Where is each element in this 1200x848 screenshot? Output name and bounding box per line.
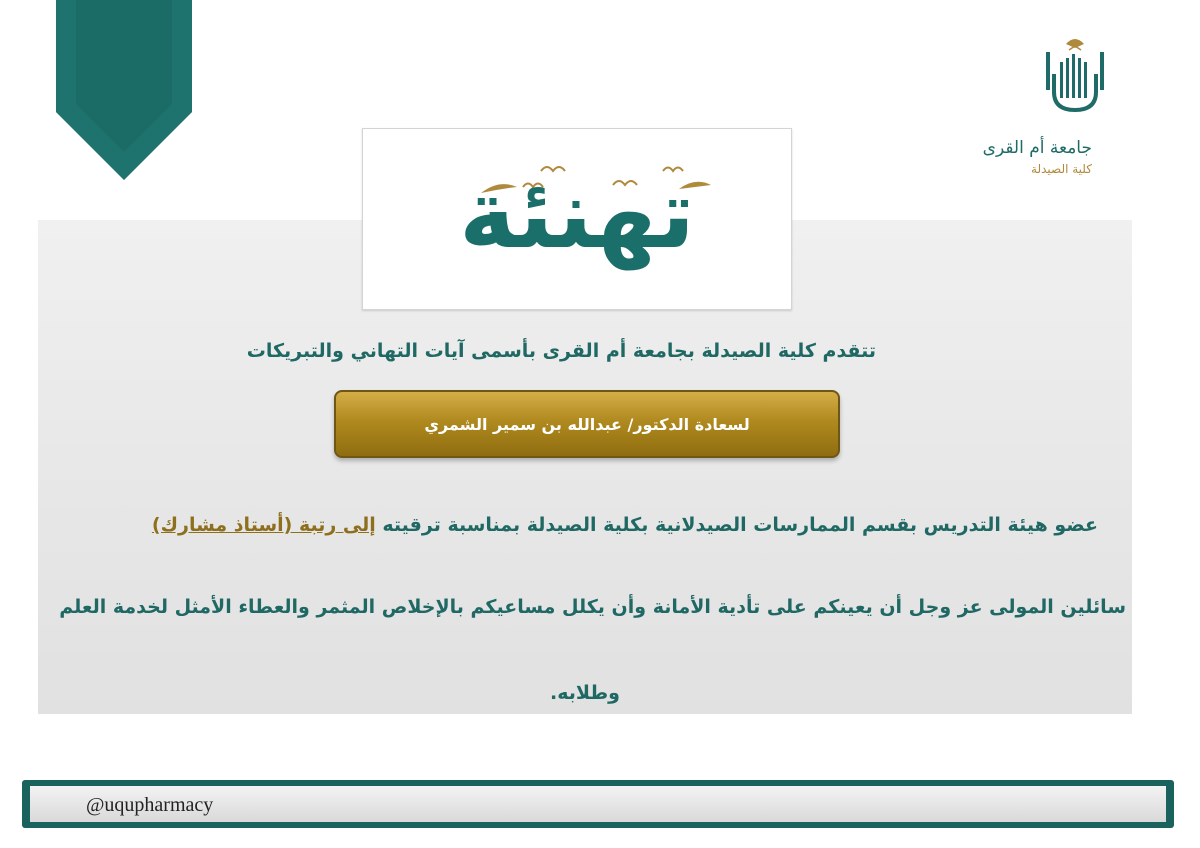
promotion-rank: إلى رتبة (أستاذ مشارك)	[151, 514, 376, 536]
teal-ribbon-banner	[54, 0, 194, 182]
congratulations-title: تهنئة	[458, 158, 695, 270]
university-emblem-icon	[1000, 22, 1150, 132]
university-logo	[982, 22, 1150, 176]
body-line-1-text: عضو هيئة التدريس بقسم الممارسات الصيدلانية بكلية الصيدلة بمناسبة ترقيته	[375, 514, 1098, 536]
body-line-2: سائلين المولى عز وجل أن يعينكم على تأدية الأمانة وأن يكلل مساعيكم بالإخلاص المثمر والعطاء الأمثل لخدمة العلم	[59, 596, 1126, 618]
recipient-name: لسعادة الدكتور/ عبدالله بن سمير الشمري	[424, 414, 750, 434]
college-name: كلية الصيدلة	[1031, 162, 1092, 176]
title-frame	[362, 128, 792, 310]
twitter-handle[interactable]: @uqupharmacy	[86, 794, 214, 816]
body-line-1	[152, 514, 1098, 536]
recipient-banner	[334, 390, 840, 458]
body-line-3: وطلابه.	[549, 682, 620, 704]
university-name: جامعة أم القرى	[982, 138, 1092, 158]
intro-text: تتقدم كلية الصيدلة بجامعة أم القرى بأسمى آيات التهاني والتبريكات	[246, 340, 876, 362]
